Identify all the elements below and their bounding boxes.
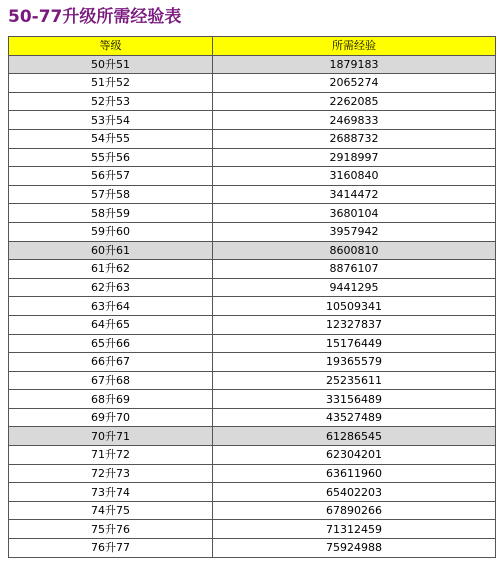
exp-cell: 3957942 (213, 222, 496, 241)
table-row (9, 278, 496, 297)
exp-cell: 2688732 (213, 129, 496, 148)
exp-cell: 67890266 (213, 501, 496, 520)
header-row (9, 37, 496, 56)
table-row (9, 315, 496, 334)
exp-cell: 61286545 (213, 427, 496, 446)
exp-cell: 8876107 (213, 260, 496, 279)
level-cell: 52升53 (9, 92, 213, 111)
table-row (9, 260, 496, 279)
exp-cell: 2918997 (213, 148, 496, 167)
table-row (9, 371, 496, 390)
level-cell: 56升57 (9, 167, 213, 186)
table-row (9, 148, 496, 167)
exp-cell: 3680104 (213, 204, 496, 223)
exp-cell: 2469833 (213, 111, 496, 130)
exp-cell: 8600810 (213, 241, 496, 260)
level-cell: 65升66 (9, 334, 213, 353)
level-cell: 55升56 (9, 148, 213, 167)
exp-cell: 3160840 (213, 167, 496, 186)
level-cell: 63升64 (9, 297, 213, 316)
header-level: 等级 (9, 37, 213, 56)
level-cell: 71升72 (9, 446, 213, 465)
level-cell: 72升73 (9, 464, 213, 483)
exp-cell: 15176449 (213, 334, 496, 353)
table-row (9, 241, 496, 260)
exp-cell: 9441295 (213, 278, 496, 297)
level-cell: 69升70 (9, 408, 213, 427)
table-row (9, 222, 496, 241)
level-cell: 58升59 (9, 204, 213, 223)
table-row (9, 334, 496, 353)
table-row (9, 483, 496, 502)
table-row (9, 464, 496, 483)
level-cell: 50升51 (9, 55, 213, 74)
level-cell: 66升67 (9, 353, 213, 372)
level-cell: 62升63 (9, 278, 213, 297)
exp-cell: 19365579 (213, 353, 496, 372)
table-row (9, 446, 496, 465)
table-row (9, 297, 496, 316)
table-row (9, 408, 496, 427)
level-cell: 74升75 (9, 501, 213, 520)
exp-cell: 2065274 (213, 74, 496, 93)
table-row (9, 111, 496, 130)
level-cell: 67升68 (9, 371, 213, 390)
exp-cell: 10509341 (213, 297, 496, 316)
level-cell: 75升76 (9, 520, 213, 539)
table-row (9, 427, 496, 446)
exp-cell: 1879183 (213, 55, 496, 74)
table-body (9, 55, 496, 557)
exp-cell: 71312459 (213, 520, 496, 539)
table-row (9, 74, 496, 93)
table-row (9, 129, 496, 148)
exp-cell: 33156489 (213, 390, 496, 409)
exp-cell: 43527489 (213, 408, 496, 427)
table-row (9, 204, 496, 223)
level-cell: 70升71 (9, 427, 213, 446)
exp-cell: 2262085 (213, 92, 496, 111)
level-cell: 57升58 (9, 185, 213, 204)
table-row (9, 520, 496, 539)
level-cell: 51升52 (9, 74, 213, 93)
table-row (9, 501, 496, 520)
level-cell: 61升62 (9, 260, 213, 279)
level-cell: 54升55 (9, 129, 213, 148)
exp-cell: 75924988 (213, 539, 496, 558)
table-row (9, 353, 496, 372)
experience-table (8, 36, 496, 558)
level-cell: 76升77 (9, 539, 213, 558)
table-row (9, 167, 496, 186)
level-cell: 60升61 (9, 241, 213, 260)
header-required-exp: 所需经验 (213, 37, 496, 56)
level-cell: 64升65 (9, 315, 213, 334)
level-cell: 73升74 (9, 483, 213, 502)
table-row (9, 185, 496, 204)
level-cell: 53升54 (9, 111, 213, 130)
table-row (9, 539, 496, 558)
level-cell: 68升69 (9, 390, 213, 409)
exp-cell: 3414472 (213, 185, 496, 204)
level-cell: 59升60 (9, 222, 213, 241)
table-row (9, 390, 496, 409)
exp-cell: 62304201 (213, 446, 496, 465)
table-row (9, 55, 496, 74)
table-row (9, 92, 496, 111)
exp-cell: 63611960 (213, 464, 496, 483)
table-header (9, 37, 496, 56)
page-title: 50-77升级所需经验表 (8, 7, 182, 27)
exp-cell: 25235611 (213, 371, 496, 390)
exp-cell: 65402203 (213, 483, 496, 502)
exp-cell: 12327837 (213, 315, 496, 334)
